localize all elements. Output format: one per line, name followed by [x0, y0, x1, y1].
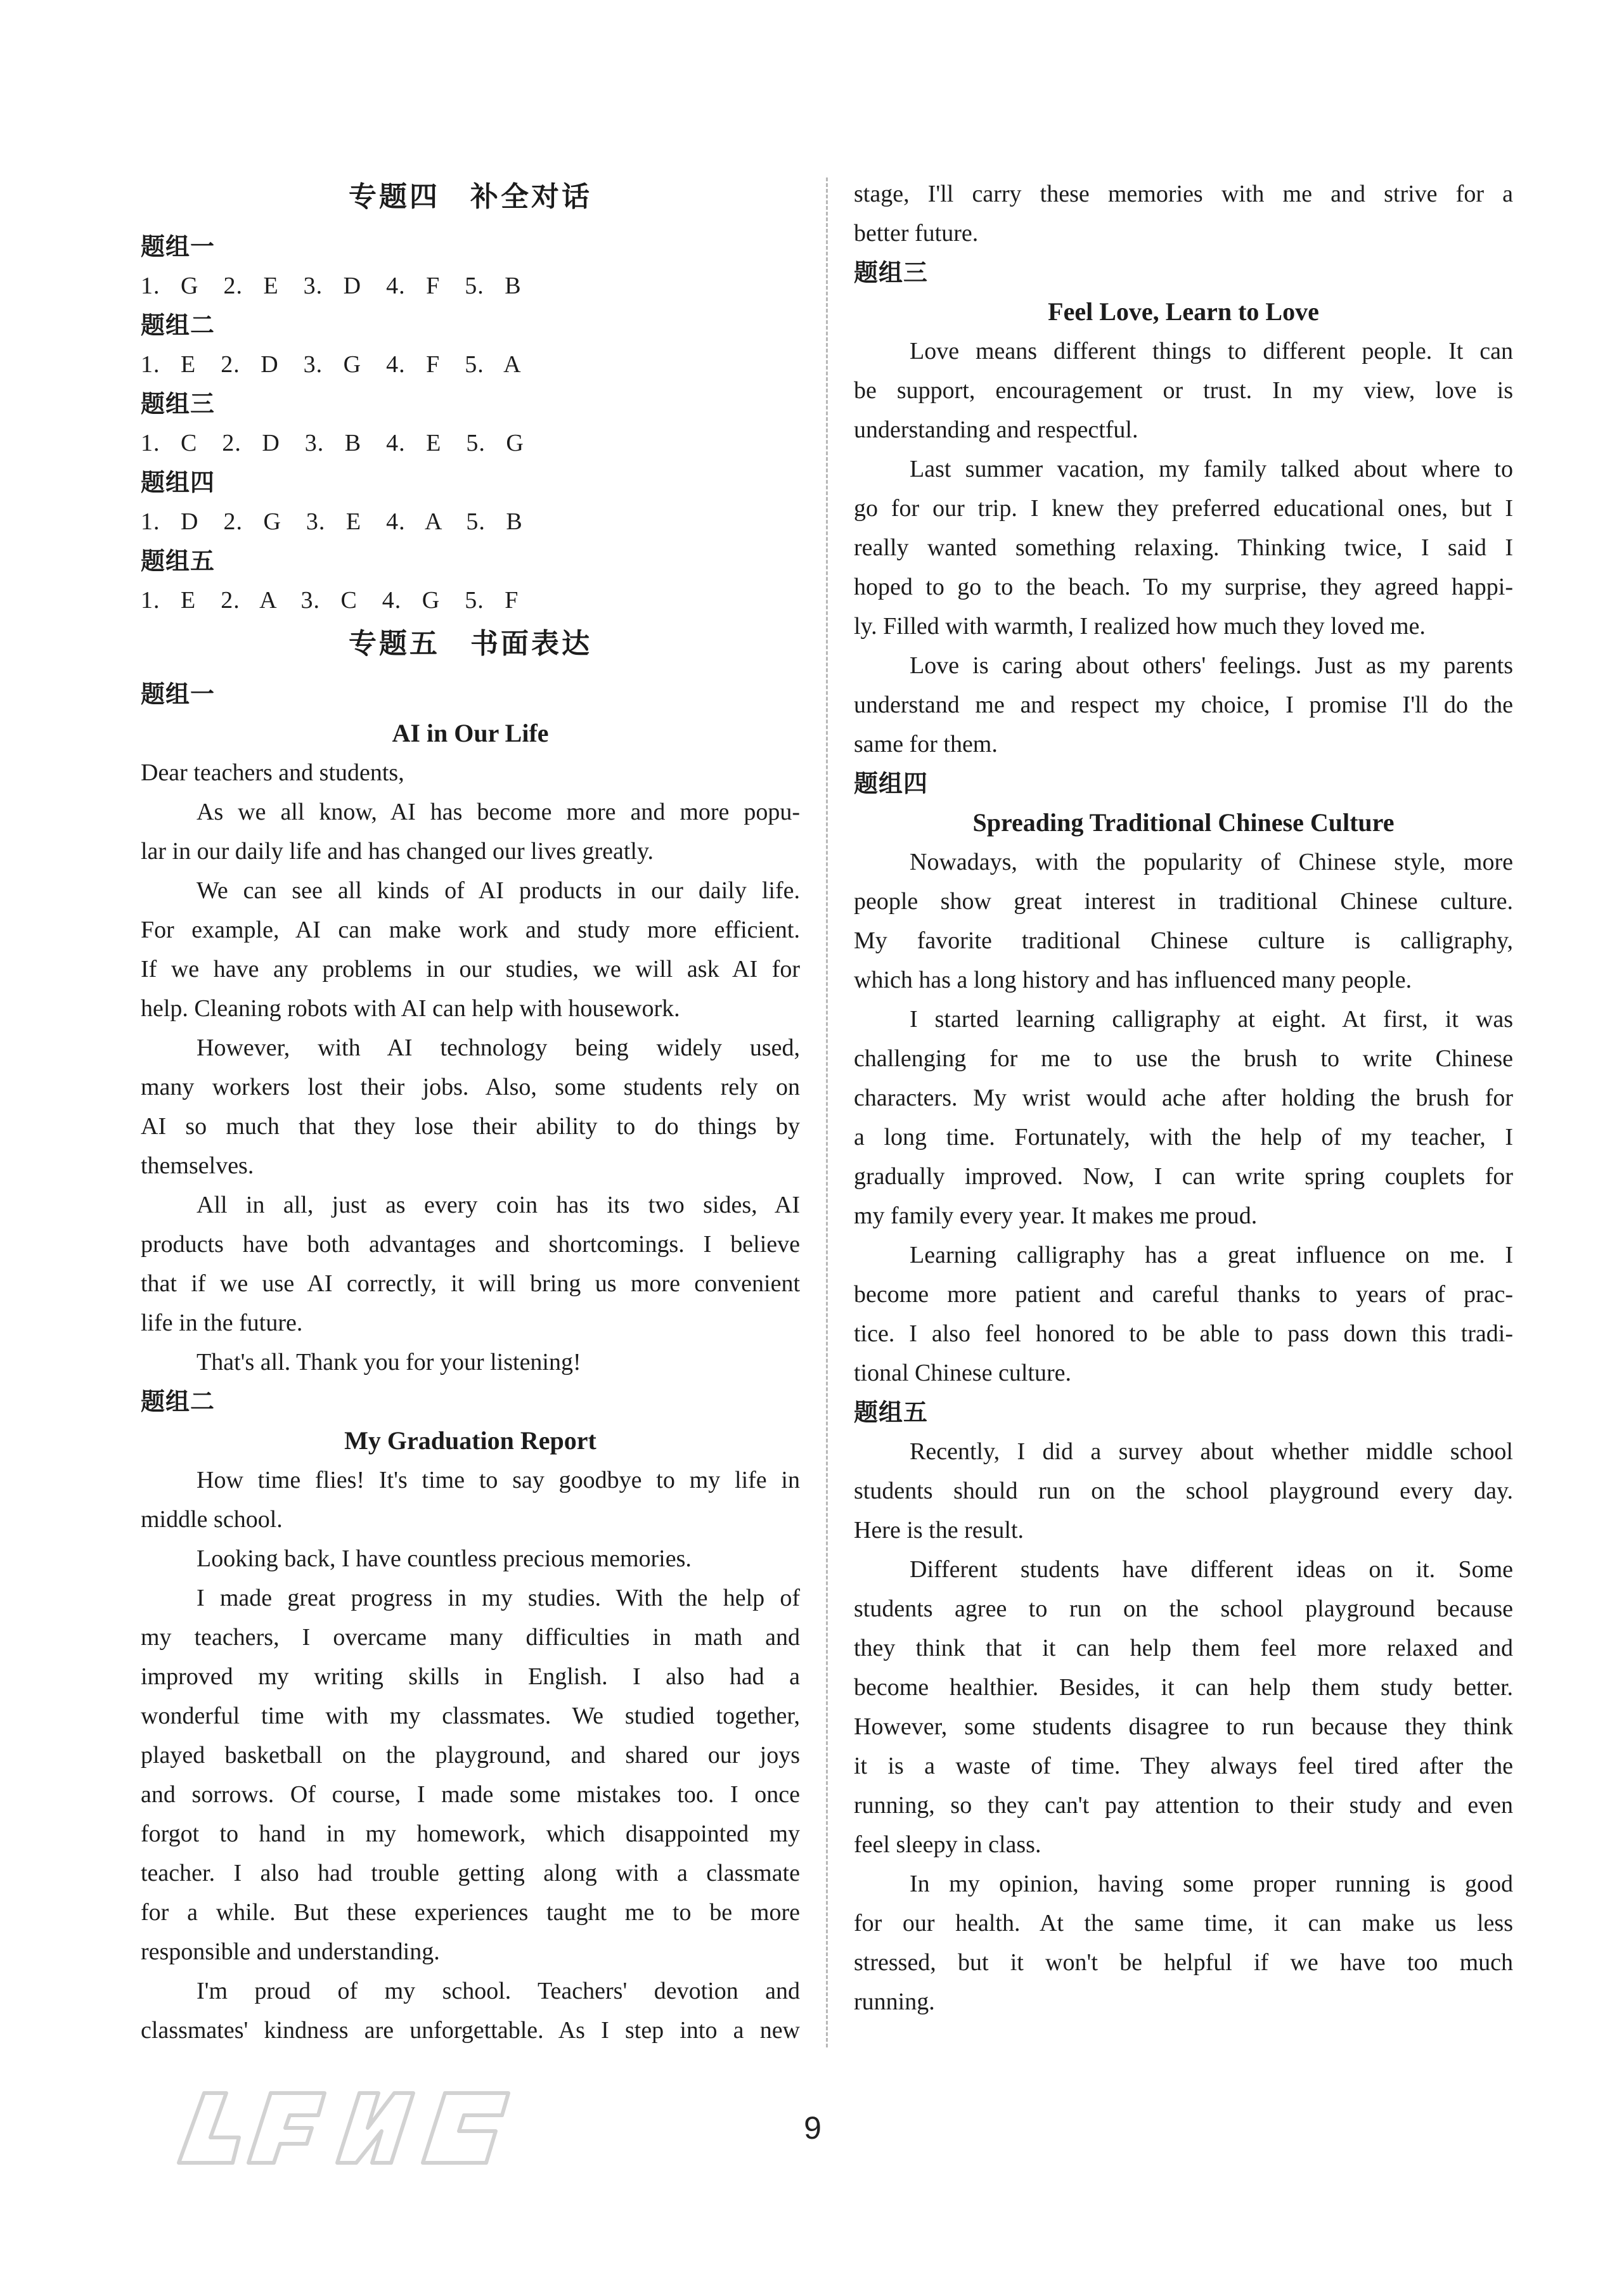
text-line: better future. [854, 220, 979, 247]
text-line: understand me and respect my choice, I promise I'll do the [854, 692, 1513, 718]
text-line: be support, encouragement or trust. In my view, love is [854, 377, 1513, 404]
text-line: running, so they can't pay attention to their study and even [854, 1792, 1513, 1819]
text-line: for a while. But these experiences taught me to be more [141, 1899, 800, 1926]
paragraph-first-line: That's all. Thank you for your listening! [197, 1349, 581, 1376]
group-label: 题组二 [141, 1388, 216, 1415]
paragraph-first-line: Recently, I did a survey about whether middle school [910, 1438, 1513, 1465]
text-line: same for them. [854, 731, 998, 757]
text-line: tice. I also feel honored to be able to pass down this tradi- [854, 1320, 1513, 1347]
paragraph-first-line: We can see all kinds of AI products in our daily life. [197, 877, 800, 904]
text-line: many workers lost their jobs. Also, some students rely on [141, 1074, 800, 1100]
answer-key-line: 1. E 2. D 3. G 4. F 5. A [141, 351, 522, 378]
answer-key-line: 1. G 2. E 3. D 4. F 5. B [141, 273, 522, 299]
text-line: Here is the result. [854, 1517, 1024, 1544]
text-line: help. Cleaning robots with AI can help with housework. [141, 995, 680, 1022]
text-line: my family every year. It makes me proud. [854, 1202, 1258, 1229]
page-number: 9 [804, 2110, 822, 2146]
text-line: characters. My wrist would ache after holding the brush for [854, 1085, 1513, 1111]
text-line: students should run on the school playground every day. [854, 1478, 1513, 1504]
text-line: teacher. I also had trouble getting along with a classmate [141, 1860, 800, 1886]
text-line: for our health. At the same time, it can make us less [854, 1910, 1513, 1937]
text-line: challenging for me to use the brush to write Chinese [854, 1045, 1513, 1072]
paragraph-first-line: I made great progress in my studies. With the help of [197, 1585, 800, 1611]
text-line: AI so much that they lose their ability to do things by [141, 1113, 800, 1140]
text-line: themselves. [141, 1152, 254, 1179]
section-title: 专题五 书面表达 [349, 628, 592, 660]
essay-title: Spreading Traditional Chinese Culture [972, 808, 1395, 837]
group-label: 题组二 [141, 311, 216, 339]
group-label: 题组五 [141, 547, 216, 575]
text-line: wonderful time with my classmates. We studied together, [141, 1703, 800, 1729]
text-line: products have both advantages and shortcomings. I believe [141, 1231, 800, 1258]
text-line: played basketball on the playground, and shared our joys [141, 1742, 800, 1769]
paragraph-first-line: Nowadays, with the popularity of Chinese style, more [910, 849, 1513, 875]
paragraph-first-line: As we all know, AI has become more and more popu- [197, 799, 800, 825]
essay-title: Feel Love, Learn to Love [1048, 297, 1319, 326]
group-label: 题组一 [141, 680, 216, 708]
text-line: stage, I'll carry these memories with me and strive for a [854, 181, 1513, 207]
text-line: a long time. Fortunately, with the help of my teacher, I [854, 1124, 1513, 1150]
text-line: stressed, but it won't be helpful if we have too much [854, 1949, 1513, 1976]
text-line: forgot to hand in my homework, which disappointed my [141, 1821, 800, 1847]
answer-key-line: 1. C 2. D 3. B 4. E 5. G [141, 430, 524, 456]
answer-key-line: 1. E 2. A 3. C 4. G 5. F [141, 587, 519, 614]
group-label: 题组四 [854, 770, 929, 797]
watermark-logo [166, 2068, 527, 2194]
text-line: students agree to run on the school playground because [854, 1595, 1513, 1622]
text-line: running. [854, 1988, 935, 2015]
text-line: middle school. [141, 1506, 283, 1533]
text-line: responsible and understanding. [141, 1938, 440, 1965]
paragraph-first-line: Different students have different ideas on it. Some [910, 1556, 1513, 1583]
essay-title: My Graduation Report [344, 1426, 596, 1455]
text-line: that if we use AI correctly, it will bring us more convenient [141, 1270, 800, 1297]
column-divider [826, 177, 828, 2047]
group-label: 题组四 [141, 468, 216, 496]
paragraph-first-line: Last summer vacation, my family talked about where to [910, 456, 1513, 482]
text-line: tional Chinese culture. [854, 1360, 1071, 1386]
paragraph-first-line: Love is caring about others' feelings. Just as my parents [910, 652, 1513, 679]
paragraph-first-line: I started learning calligraphy at eight. At first, it was [910, 1006, 1513, 1033]
text-line: lar in our daily life and has changed our lives greatly. [141, 838, 654, 865]
text-line: and sorrows. Of course, I made some mistakes too. I once [141, 1781, 800, 1808]
text-line: people show great interest in traditional Chinese culture. [854, 888, 1513, 915]
paragraph-first-line: However, with AI technology being widely used, [197, 1034, 800, 1061]
section-title: 专题四 补全对话 [349, 181, 592, 213]
text-line: life in the future. [141, 1310, 303, 1336]
paragraph-first-line: How time flies! It's time to say goodbye to my life in [197, 1467, 800, 1493]
group-label: 题组三 [141, 390, 216, 418]
group-label: 题组五 [854, 1398, 929, 1426]
text-line: ly. Filled with warmth, I realized how much they loved me. [854, 613, 1426, 640]
paragraph-first-line: Looking back, I have countless precious memories. [197, 1545, 692, 1572]
text-line: However, some students disagree to run because they think [854, 1713, 1513, 1740]
paragraph-first-line: Learning calligraphy has a great influence on me. I [910, 1242, 1513, 1268]
group-label: 题组三 [854, 259, 929, 287]
paragraph-first-line: All in all, just as every coin has its two sides, AI [197, 1192, 800, 1218]
text-line: improved my writing skills in English. I also had a [141, 1663, 800, 1690]
text-line: hoped to go to the beach. To my surprise, they agreed happi- [854, 574, 1513, 600]
text-line: classmates' kindness are unforgettable. As I step into a new [141, 2017, 800, 2044]
text-line: it is a waste of time. They always feel tired after the [854, 1753, 1513, 1779]
text-line: For example, AI can make work and study more efficient. [141, 917, 800, 943]
text-line: My favorite traditional Chinese culture is calligraphy, [854, 927, 1513, 954]
paragraph-first-line: Love means different things to different people. It can [910, 338, 1513, 364]
answer-key-line: 1. D 2. G 3. E 4. A 5. B [141, 508, 523, 535]
text-line: my teachers, I overcame many difficulties in math and [141, 1624, 800, 1651]
paragraph-first-line: In my opinion, having some proper running is good [910, 1871, 1513, 1897]
essay-title: AI in Our Life [392, 719, 549, 747]
text-line: feel sleepy in class. [854, 1831, 1041, 1858]
text-line: they think that it can help them feel more relaxed and [854, 1635, 1513, 1661]
text-line: gradually improved. Now, I can write spring couplets for [854, 1163, 1513, 1190]
group-label: 题组一 [141, 233, 216, 261]
text-line: become more patient and careful thanks to years of prac- [854, 1281, 1513, 1308]
text-line: really wanted something relaxing. Thinking twice, I said I [854, 534, 1513, 561]
text-line: go for our trip. I knew they preferred educational ones, but I [854, 495, 1513, 522]
text-line: which has a long history and has influenced many people. [854, 967, 1412, 993]
text-line: If we have any problems in our studies, we will ask AI for [141, 956, 800, 983]
paragraph-first-line: I'm proud of my school. Teachers' devotion and [197, 1978, 800, 2004]
text-line: understanding and respectful. [854, 416, 1138, 443]
text-line: become healthier. Besides, it can help them study better. [854, 1674, 1513, 1701]
text-line: Dear teachers and students, [141, 759, 404, 786]
